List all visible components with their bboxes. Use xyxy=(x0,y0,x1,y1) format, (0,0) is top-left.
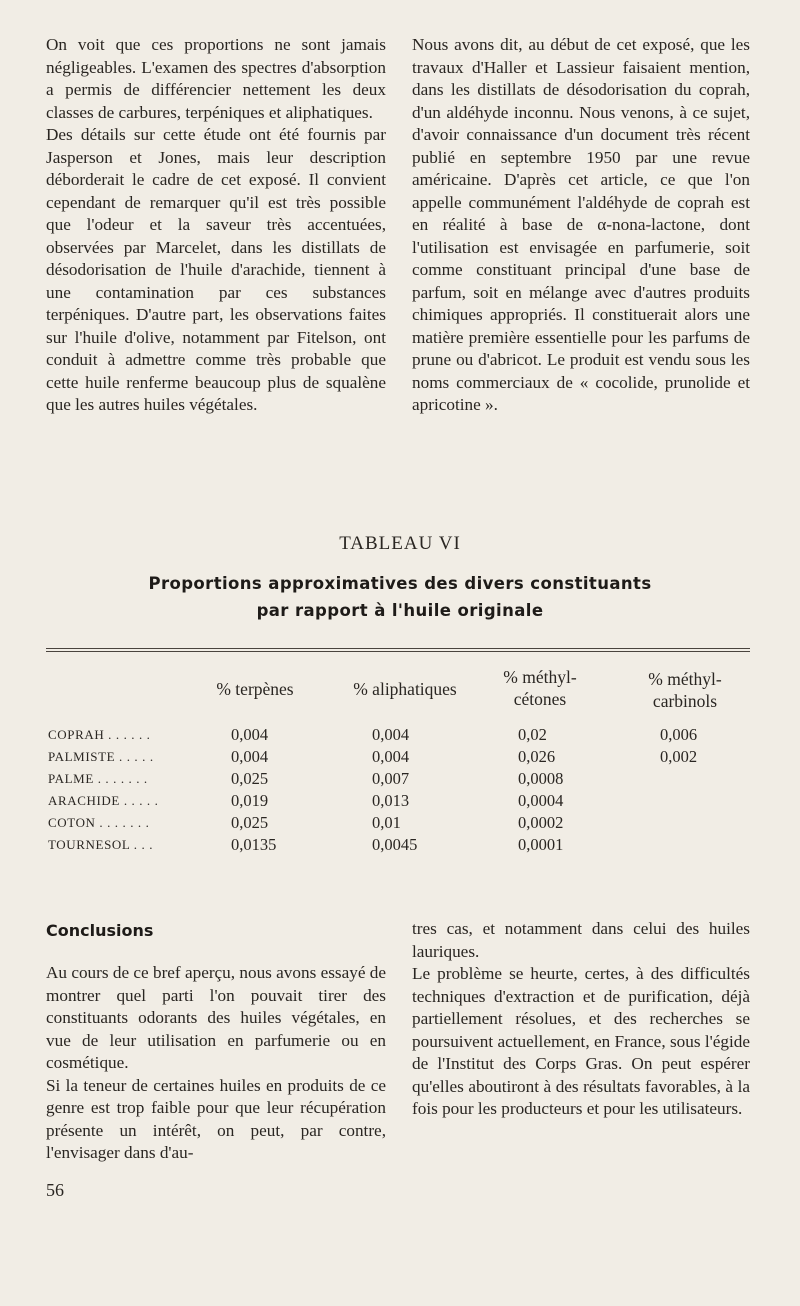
header-line: cétones xyxy=(513,689,567,709)
paragraph: Des détails sur cette étude ont été fournis par Jasperson et Jones, mais leur description déborderait le cadre de cet exposé. Il convient cependant de remarquer qu'il est très possible que l'odeur et la saveur très accentuées, observées par Marcelet, dans les distillats de désodorisation de l'huile d'arachide, tiennent à une contamination par ces substances terpéniques. D'autre part, les observations faites sur l'huile d'olive, notamment par Fitelson, ont conduit à admettre comme très probable que cette huile renferme beaucoup plus de squalène que les autres huiles végétales. xyxy=(46,125,386,414)
paragraph: On voit que ces proportions ne sont jamais négligeables. L'examen des spectres d'absorption a permis de différencier nettement les deux classes de carbures, terpéniques et aliphatiques. xyxy=(46,35,386,122)
cell-cetones: 0,026 xyxy=(518,747,556,766)
cell-aliphatiques: 0,0045 xyxy=(372,835,418,854)
bottom-right-column xyxy=(412,918,750,1121)
cell-terpenes: 0,025 xyxy=(231,769,269,788)
table-title: TABLEAU VI xyxy=(339,533,461,554)
cell-aliphatiques: 0,01 xyxy=(372,813,401,832)
cell-carbinols: 0,002 xyxy=(660,747,698,766)
table-rule xyxy=(46,648,750,649)
table-subtitle-line: Proportions approximatives des divers constituants xyxy=(148,574,652,593)
paragraph: Le problème se heurte, certes, à des difficultés techniques d'extraction et de purification, déjà partiellement résolues, et des recherches se poursuivent actuellement, en France, sous l'égide de l'Institut des Corps Gras. On peut espérer qu'elles aboutiront à des résultats favorables, à la fois pour les producteurs et pour les utilisateurs. xyxy=(412,964,750,1118)
row-label: ARACHIDE . . . . . xyxy=(48,793,159,808)
row-label: PALMISTE . . . . . xyxy=(48,749,154,764)
cell-cetones: 0,0008 xyxy=(518,769,564,788)
bottom-left-column xyxy=(46,962,386,1165)
paragraph: tres cas, et notamment dans celui des huiles lauriques. xyxy=(412,919,750,961)
cell-cetones: 0,0004 xyxy=(518,791,564,810)
header-line: % méthyl- xyxy=(503,667,577,687)
cell-terpenes: 0,0135 xyxy=(231,835,277,854)
table-rule xyxy=(46,651,750,652)
row-label: COPRAH . . . . . . xyxy=(48,727,151,742)
top-left-column xyxy=(46,34,386,417)
cell-terpenes: 0,019 xyxy=(231,791,269,810)
header-line: % méthyl- xyxy=(648,669,722,689)
row-label: PALME . . . . . . . xyxy=(48,771,148,786)
row-label: COTON . . . . . . . xyxy=(48,815,150,830)
cell-aliphatiques: 0,007 xyxy=(372,769,410,788)
header-methylcetones xyxy=(480,666,600,710)
section-heading: Conclusions xyxy=(46,921,154,940)
page-number: 56 xyxy=(46,1180,64,1200)
paragraph: Si la teneur de certaines huiles en produits de ce genre est trop faible pour que leur récupération présente un intérêt, on peut, par contre, l'envisager dans d'au- xyxy=(46,1075,386,1162)
header-aliphatiques: % aliphatiques xyxy=(353,679,457,699)
header-methylcarbinols xyxy=(625,668,745,712)
cell-aliphatiques: 0,004 xyxy=(372,747,410,766)
cell-cetones: 0,02 xyxy=(518,725,547,744)
paragraph: Nous avons dit, au début de cet exposé, que les travaux d'Haller et Lassieur faisaient mention, dans les distillats de désodorisation du coprah, d'un aldéhyde inconnu. Nous venons, à ce sujet, d'avoir connaissance d'un document très récent publié en septembre 1950 par une revue américaine. D'après cet article, ce que l'on appelle communément l'aldéhyde de coprah est en réalité à base de α-nona-lactone, dont l'utilisation est envisagée en parfumerie, soit comme constituant principal d'une base de parfum, soit en mélange avec d'autres produits chimiques appropriés. Il constituerait alors une matière première essentielle pour les parfums de prune ou d'abricot. Le produit est vendu sous les noms commerciaux de « cocolide, prunolide et apricotine ». xyxy=(412,35,750,414)
cell-cetones: 0,0001 xyxy=(518,835,564,854)
table-subtitle xyxy=(0,570,800,624)
cell-terpenes: 0,004 xyxy=(231,747,269,766)
row-label: TOURNESOL . . . xyxy=(48,837,154,852)
header-terpenes: % terpènes xyxy=(216,679,294,699)
cell-carbinols: 0,006 xyxy=(660,725,698,744)
table-subtitle-line: par rapport à l'huile originale xyxy=(256,601,544,620)
paragraph: Au cours de ce bref aperçu, nous avons essayé de montrer quel parti l'on pouvait tirer des constituants odorants des huiles végétales, en vue de leur utilisation en parfumerie ou en cosmétique. xyxy=(46,963,386,1072)
cell-terpenes: 0,025 xyxy=(231,813,269,832)
cell-terpenes: 0,004 xyxy=(231,725,269,744)
cell-cetones: 0,0002 xyxy=(518,813,564,832)
header-line: carbinols xyxy=(652,691,718,711)
cell-aliphatiques: 0,004 xyxy=(372,725,410,744)
cell-aliphatiques: 0,013 xyxy=(372,791,410,810)
top-right-column xyxy=(412,34,750,417)
